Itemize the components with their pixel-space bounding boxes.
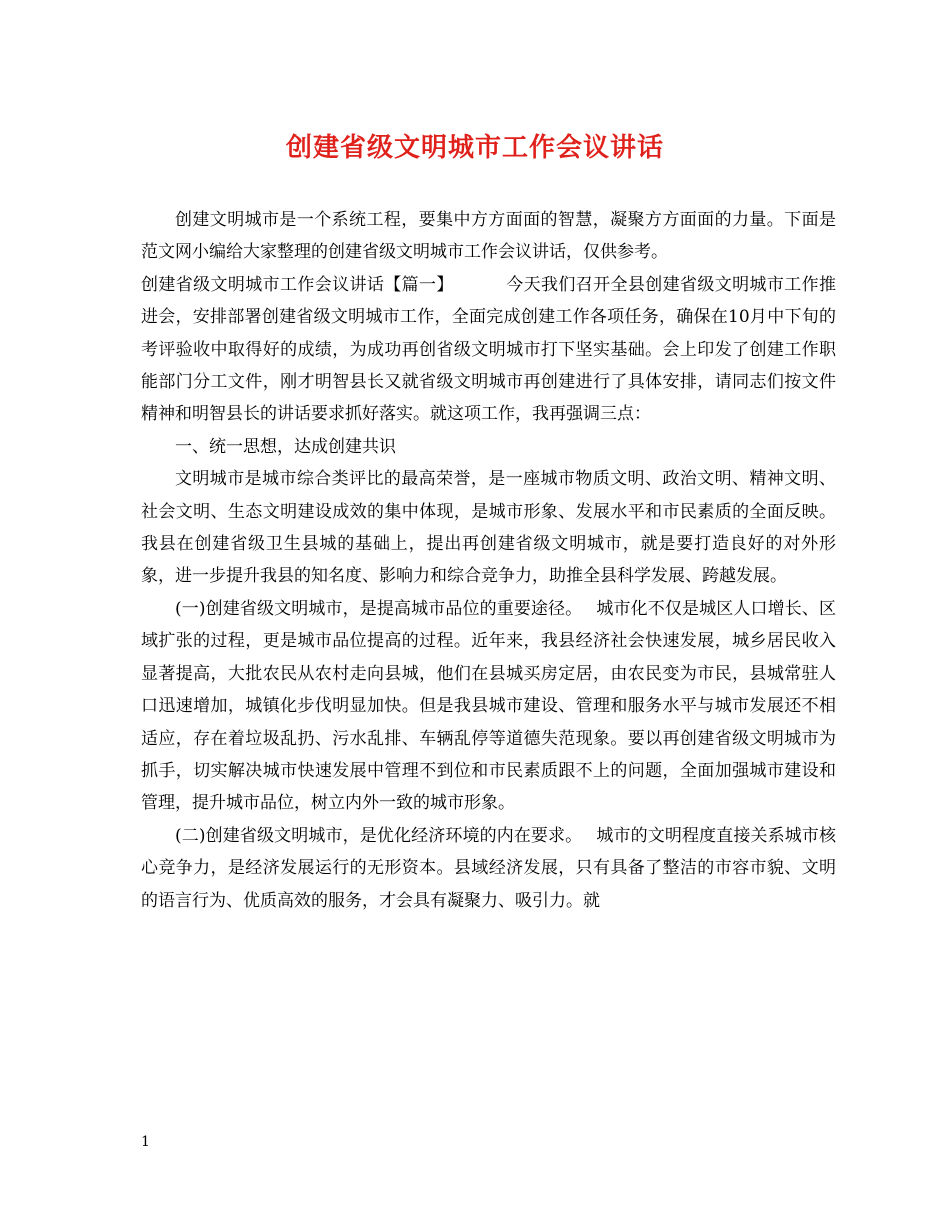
section-opening-text: 今天我们召开全县创建省级文明城市工作推进会，安排部署创建省级文明城市工作，全面完成创建工作各项任务，确保在10月中下旬的考评验收中取得好的成绩，为成功再创省级文明城市打下坚实基础。会上印发了创建工作职能部门分工文件，刚才明智县长又就省级文明城市再创建进行了具体安排，请同志们按文件精神和明智县长的讲话要求抓好落实。就这项工作，我再强调三点： bbox=[141, 274, 837, 425]
heading-unify-thinking: 一、统一思想，达成创建共识 bbox=[175, 436, 396, 457]
document-body bbox=[141, 204, 836, 917]
intro-paragraph: 创建文明城市是一个系统工程，要集中方方面面的智慧，凝聚方方面面的力量。下面是范文网小编给大家整理的创建省级文明城市工作会议讲话，仅供参考。 bbox=[141, 210, 836, 263]
subsection-2-paragraph bbox=[141, 820, 836, 917]
subsection-1-paragraph bbox=[141, 593, 836, 820]
document-title: 创建省级文明城市工作会议讲话 bbox=[285, 133, 664, 163]
page-number: 1 bbox=[141, 1134, 150, 1150]
section-heading: 创建省级文明城市工作会议讲话【篇一】 bbox=[141, 274, 454, 295]
subsection-2-text: 城市的文明程度直接关系城市核心竞争力，是经济发展运行的无形资本。县域经济发展，只有具备了整洁的市容市貌、文明的语言行为、优质高效的服务，才会具有凝聚力、吸引力。就 bbox=[141, 825, 837, 911]
paragraph-civilized-city: 文明城市是城市综合类评比的最高荣誉，是一座城市物质文明、政治文明、精神文明、社会文明、生态文明建设成效的集中体现，是城市形象、发展水平和市民素质的全面反映。我县在创建省级卫生县城的基础上，提出再创建省级文明城市，就是要打造良好的对外形象，进一步提升我县的知名度、影响力和综合竞争力，助推全县科学发展、跨越发展。 bbox=[141, 469, 836, 587]
subsection-1-text: 城市化不仅是城区人口增长、区域扩张的过程，更是城市品位提高的过程。近年来，我县经济社会快速发展，城乡居民收入显著提高，大批农民从农村走向县城，他们在县城买房定居，由农民变为市民，县城常驻人口迅速增加，城镇化步伐明显加快。但是我县城市建设、管理和服务水平与城市发展还不相适应，存在着垃圾乱扔、污水乱排、车辆乱停等道德失范现象。要以再创建省级文明城市为抓手，切实解决城市快速发展中管理不到位和市民素质跟不上的问题，全面加强城市建设和管理，提升城市品位，树立内外一致的城市形象。 bbox=[141, 598, 837, 814]
subsection-2-title: (二)创建省级文明城市，是优化经济环境的内在要求。 bbox=[175, 825, 583, 846]
section-paragraph bbox=[141, 269, 836, 431]
subsection-1-title: (一)创建省级文明城市，是提高城市品位的重要途径。 bbox=[175, 598, 583, 619]
